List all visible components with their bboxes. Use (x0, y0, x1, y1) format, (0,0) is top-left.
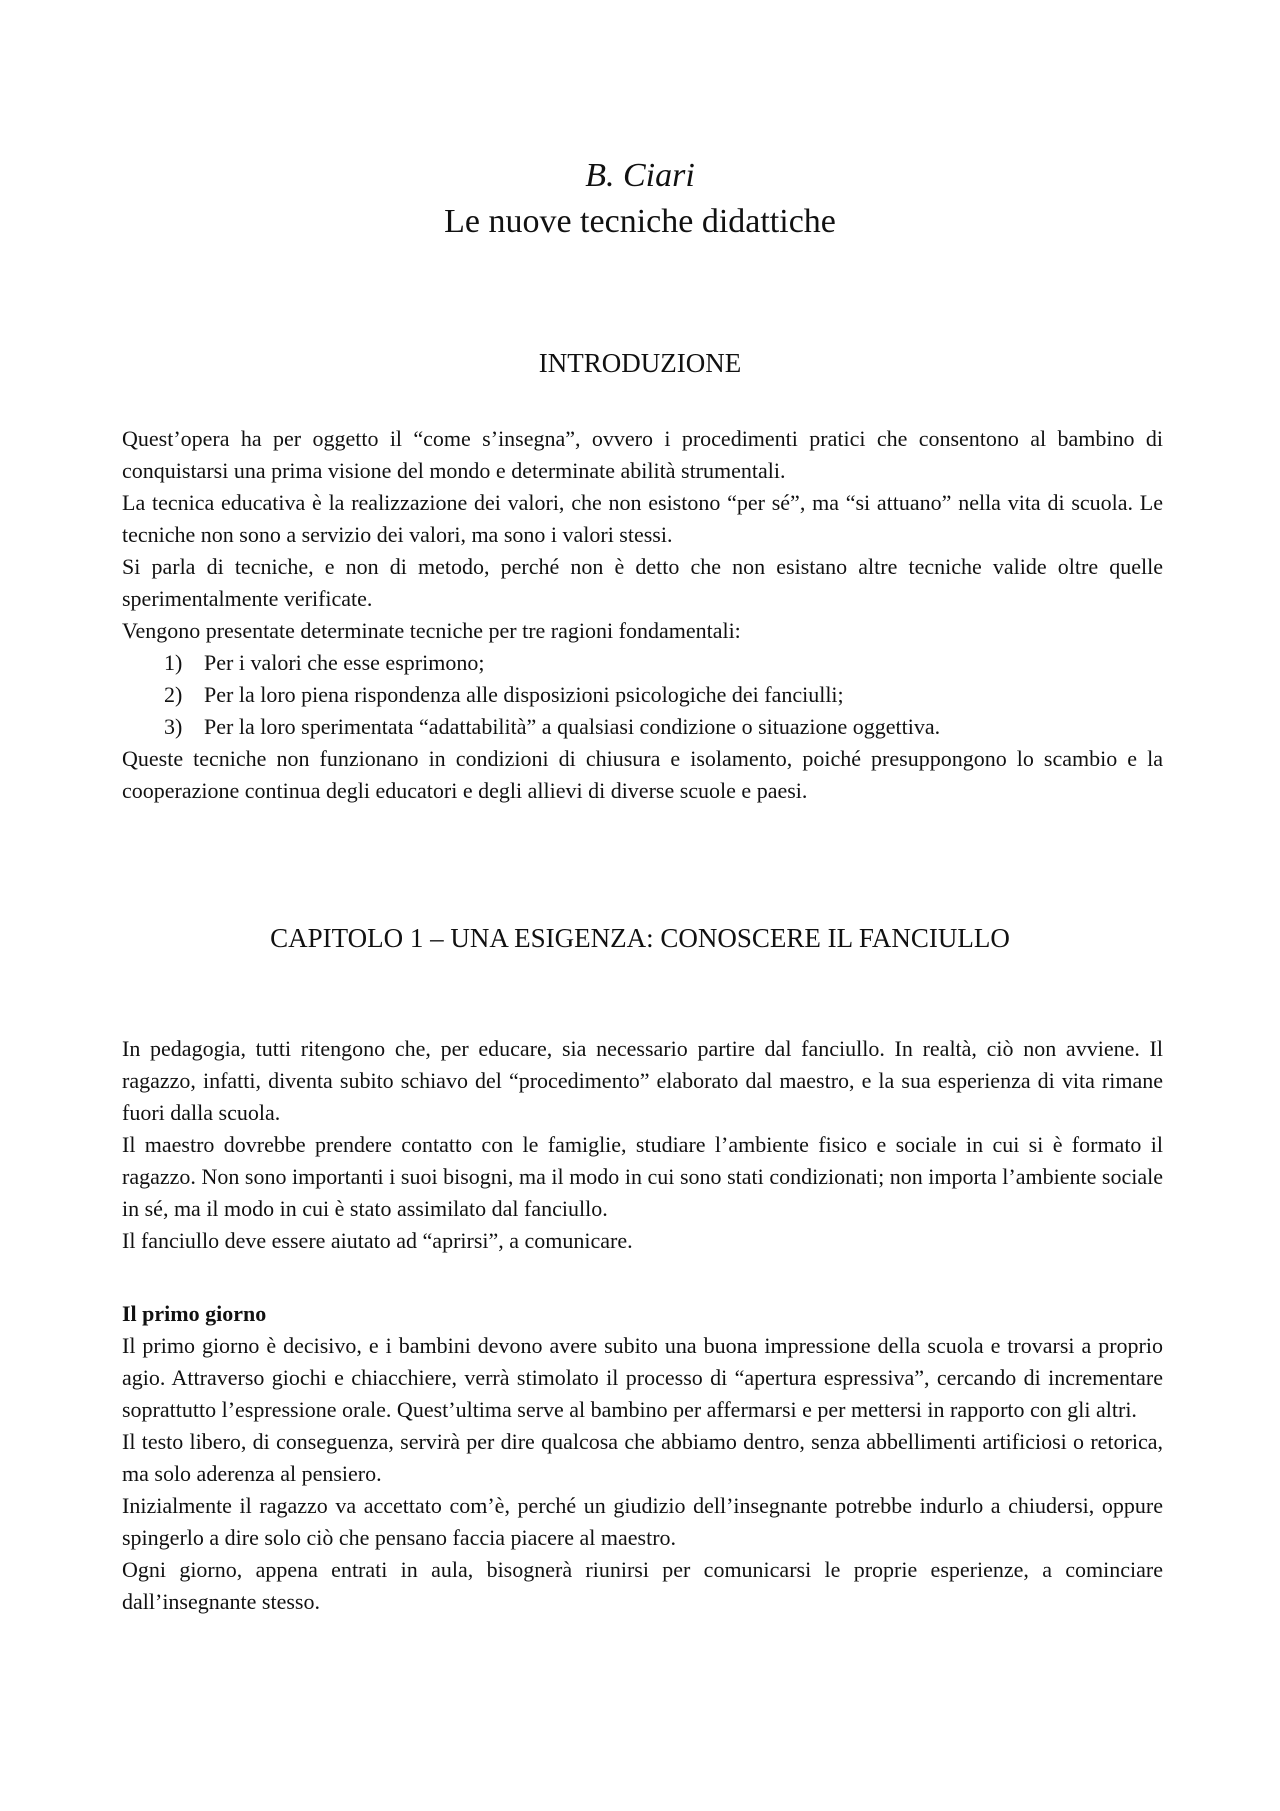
chapter-1-heading: CAPITOLO 1 – UNA ESIGENZA: CONOSCERE IL FANCIULLO (270, 923, 1010, 953)
section-paragraph: Ogni giorno, appena entrati in aula, bisognerà riunirsi per comunicarsi le proprie esperienze, a cominciare dall’insegnante stesso. (122, 1557, 1163, 1614)
chapter-paragraph: In pedagogia, tutti ritengono che, per educare, sia necessario partire dal fanciullo. In realtà, ciò non avviene. Il ragazzo, infatti, diventa subito schiavo del “procedimento” elaborato dal maestro, e la sua esperienza di vita rimane fuori dalla scuola. (122, 1036, 1163, 1125)
section-primo-giorno (122, 1298, 1163, 1618)
section-paragraph: Inizialmente il ragazzo va accettato com’è, perché un giudizio dell’insegnante potrebbe indurlo a chiudersi, oppure spingerlo a dire solo ciò che pensano faccia piacere al maestro. (122, 1493, 1163, 1550)
list-item-number: 3) (164, 714, 183, 739)
list-item-text: Per la loro piena rispondenza alle disposizioni psicologiche dei fanciulli; (204, 682, 844, 707)
intro-paragraph: Quest’opera ha per oggetto il “come s’insegna”, ovvero i procedimenti pratici che consentono al bambino di conquistarsi una prima visione del mondo e determinate abilità strumentali. (122, 426, 1163, 483)
author-name: B. Ciari (585, 157, 695, 194)
intro-paragraph: Vengono presentate determinate tecniche per tre ragioni fondamentali: (122, 618, 741, 643)
section-paragraph: Il testo libero, di conseguenza, servirà per dire qualcosa che abbiamo dentro, senza abbellimenti artificiosi o retorica, ma solo aderenza al pensiero. (122, 1429, 1163, 1486)
list-item-number: 1) (164, 650, 183, 675)
list-item-text: Per la loro sperimentata “adattabilità” a qualsiasi condizione o situazione oggettiva. (204, 714, 941, 739)
document-title: Le nuove tecniche didattiche (444, 203, 836, 240)
reasons-list (122, 647, 1163, 743)
chapter-paragraph: Il fanciullo deve essere aiutato ad “aprirsi”, a comunicare. (122, 1228, 633, 1253)
list-item (122, 647, 1163, 679)
chapter-1-body (122, 1033, 1163, 1257)
introduction-heading: INTRODUZIONE (538, 348, 742, 378)
chapter-paragraph: Il maestro dovrebbe prendere contatto con le famiglie, studiare l’ambiente fisico e sociale in cui si è formato il ragazzo. Non sono importanti i suoi bisogni, ma il modo in cui sono stati condizionati; non importa l’ambiente sociale in sé, ma il modo in cui è stato assimilato dal fanciullo. (122, 1132, 1163, 1221)
list-item-number: 2) (164, 682, 183, 707)
section-paragraph: Il primo giorno è decisivo, e i bambini devono avere subito una buona impressione della scuola e trovarsi a proprio agio. Attraverso giochi e chiacchiere, verrà stimolato il processo di “apertura espressiva”, cercando di incrementare soprattutto l’espressione orale. Quest’ultima serve al bambino per affermarsi e per mettersi in rapporto con gli altri. (122, 1333, 1163, 1422)
intro-paragraph: La tecnica educativa è la realizzazione dei valori, che non esistono “per sé”, ma “si attuano” nella vita di scuola. Le tecniche non sono a servizio dei valori, ma sono i valori stessi. (122, 490, 1163, 547)
list-item-text: Per i valori che esse esprimono; (204, 650, 485, 675)
section-heading: Il primo giorno (122, 1301, 267, 1326)
intro-closing-paragraph: Queste tecniche non funzionano in condizioni di chiusura e isolamento, poiché presuppongono lo scambio e la cooperazione continua degli educatori e degli allievi di diverse scuole e paesi. (122, 746, 1163, 803)
list-item (122, 711, 1163, 743)
intro-paragraph: Si parla di tecniche, e non di metodo, perché non è detto che non esistano altre tecniche valide oltre quelle sperimentalmente verificate. (122, 554, 1163, 611)
introduction-body (122, 423, 1163, 807)
list-item (122, 679, 1163, 711)
